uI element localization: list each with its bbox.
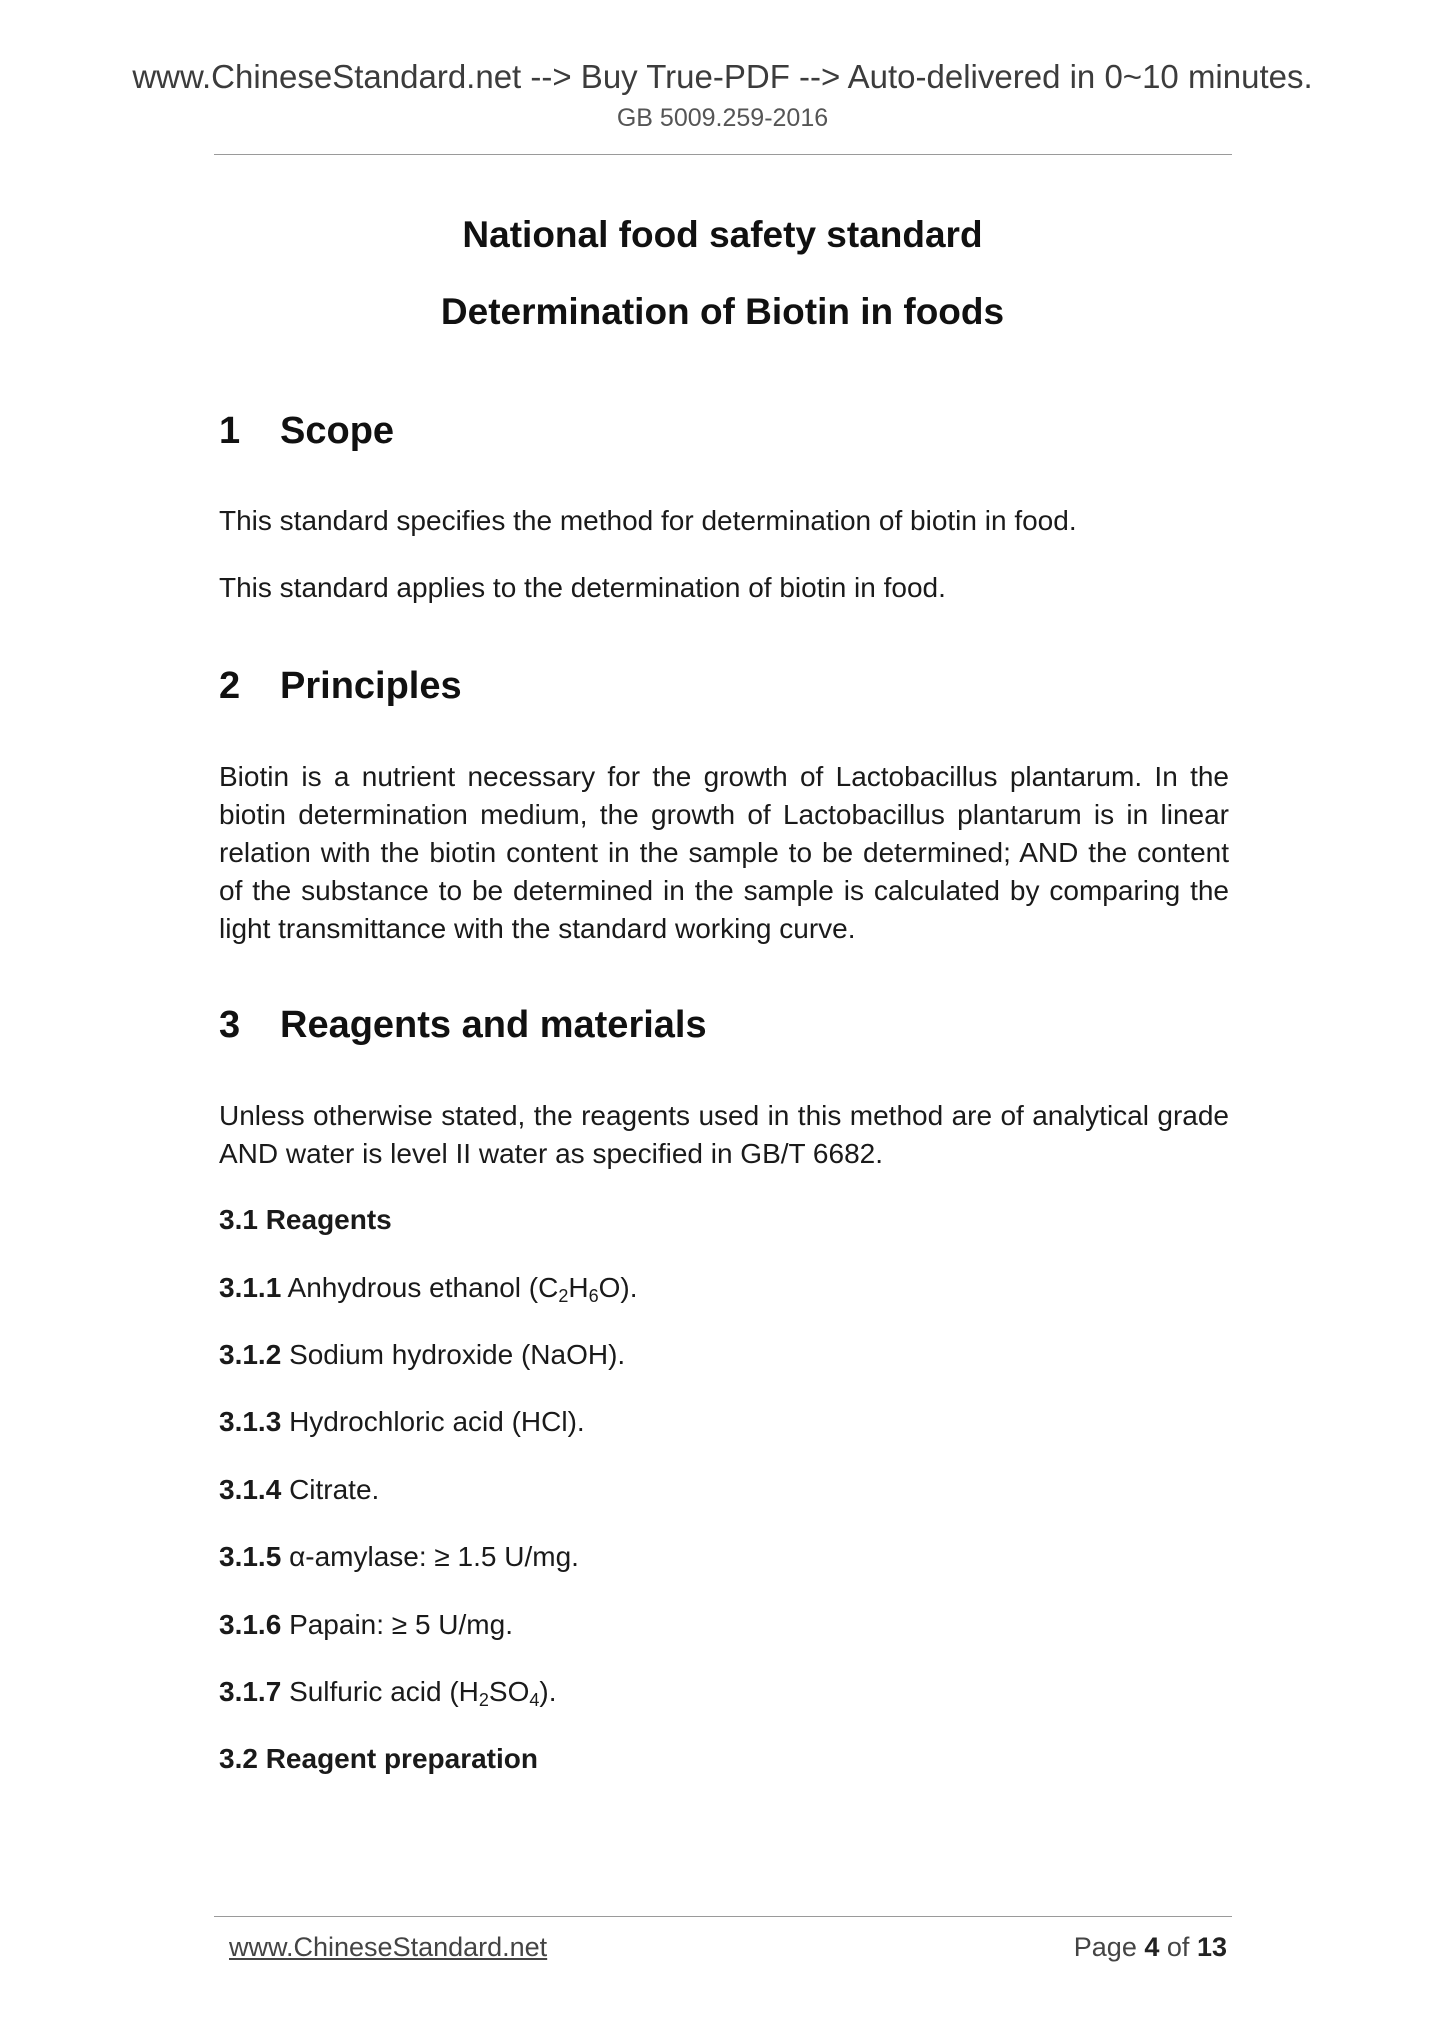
total-pages: 13 bbox=[1196, 1932, 1227, 1962]
footer-divider bbox=[214, 1916, 1232, 1917]
current-page: 4 bbox=[1144, 1932, 1160, 1962]
header-banner: www.ChineseStandard.net --> Buy True-PDF --> Auto-delivered in 0~10 minutes. bbox=[132, 58, 1313, 95]
document-title: National food safety standard bbox=[462, 214, 983, 255]
section-number: 3 bbox=[219, 1004, 241, 1046]
reagent-number: 3.1.3 bbox=[219, 1406, 282, 1437]
section-heading-principles bbox=[219, 665, 462, 708]
reagent-number: 3.1.5 bbox=[219, 1541, 282, 1572]
section-heading-reagents bbox=[219, 1004, 707, 1047]
reagent-item: 3.1.6 Papain: ≥ 5 U/mg. bbox=[219, 1609, 513, 1640]
document-id: GB 5009.259-2016 bbox=[616, 104, 829, 132]
reagent-number: 3.1.6 bbox=[219, 1609, 282, 1640]
reagent-item: 3.1.3 Hydrochloric acid (HCl). bbox=[219, 1406, 585, 1437]
reagent-item: 3.1.4 Citrate. bbox=[219, 1474, 380, 1505]
reagent-number: 3.1.2 bbox=[219, 1339, 282, 1370]
subsection-heading: 3.2 Reagent preparation bbox=[219, 1743, 538, 1774]
section-number: 2 bbox=[219, 665, 241, 707]
section-title: Principles bbox=[280, 665, 462, 707]
reagent-item: 3.1.1 Anhydrous ethanol $(C_2H_6O)$. bbox=[219, 1272, 638, 1306]
reagent-item: 3.1.2 Sodium hydroxide (NaOH). bbox=[219, 1339, 626, 1370]
footer-website-link[interactable]: www.ChineseStandard.net bbox=[229, 1932, 548, 1962]
reagent-number: 3.1.1 bbox=[219, 1272, 282, 1303]
paragraph: Unless otherwise stated, the reagents used in this method are of analytical grade AND water is level II water as specified in GB/T 6682. bbox=[219, 1100, 1229, 1169]
section-heading-scope bbox=[219, 410, 394, 453]
reagent-number: 3.1.4 bbox=[219, 1474, 282, 1505]
header-divider bbox=[214, 154, 1232, 155]
reagent-item: 3.1.5 α-amylase: ≥ 1.5 U/mg. bbox=[219, 1541, 579, 1572]
subsection-heading: 3.1 Reagents bbox=[219, 1204, 392, 1235]
section-title: Reagents and materials bbox=[280, 1004, 707, 1046]
section-number: 1 bbox=[219, 410, 241, 452]
section-title: Scope bbox=[280, 410, 395, 452]
page-indicator: Page 4 of 13 bbox=[1073, 1932, 1227, 1962]
document-subtitle: Determination of Biotin in foods bbox=[440, 291, 1005, 332]
reagent-number: 3.1.7 bbox=[219, 1676, 282, 1707]
paragraph: Biotin is a nutrient necessary for the growth of Lactobacillus plantarum. In the biotin determination medium, the growth of Lactobacillus plantarum is in linear relation with the biotin content in the sample to be determined; AND the content of the substance to be determined in the sample is calculated by comparing the light transmittance with the standard working curve. bbox=[219, 761, 1229, 944]
paragraph: This standard specifies the method for determination of biotin in food. bbox=[219, 505, 1077, 536]
paragraph: This standard applies to the determination of biotin in food. bbox=[219, 572, 946, 603]
reagent-item: 3.1.7 Sulfuric acid $(H_2SO_4)$. bbox=[219, 1676, 557, 1710]
